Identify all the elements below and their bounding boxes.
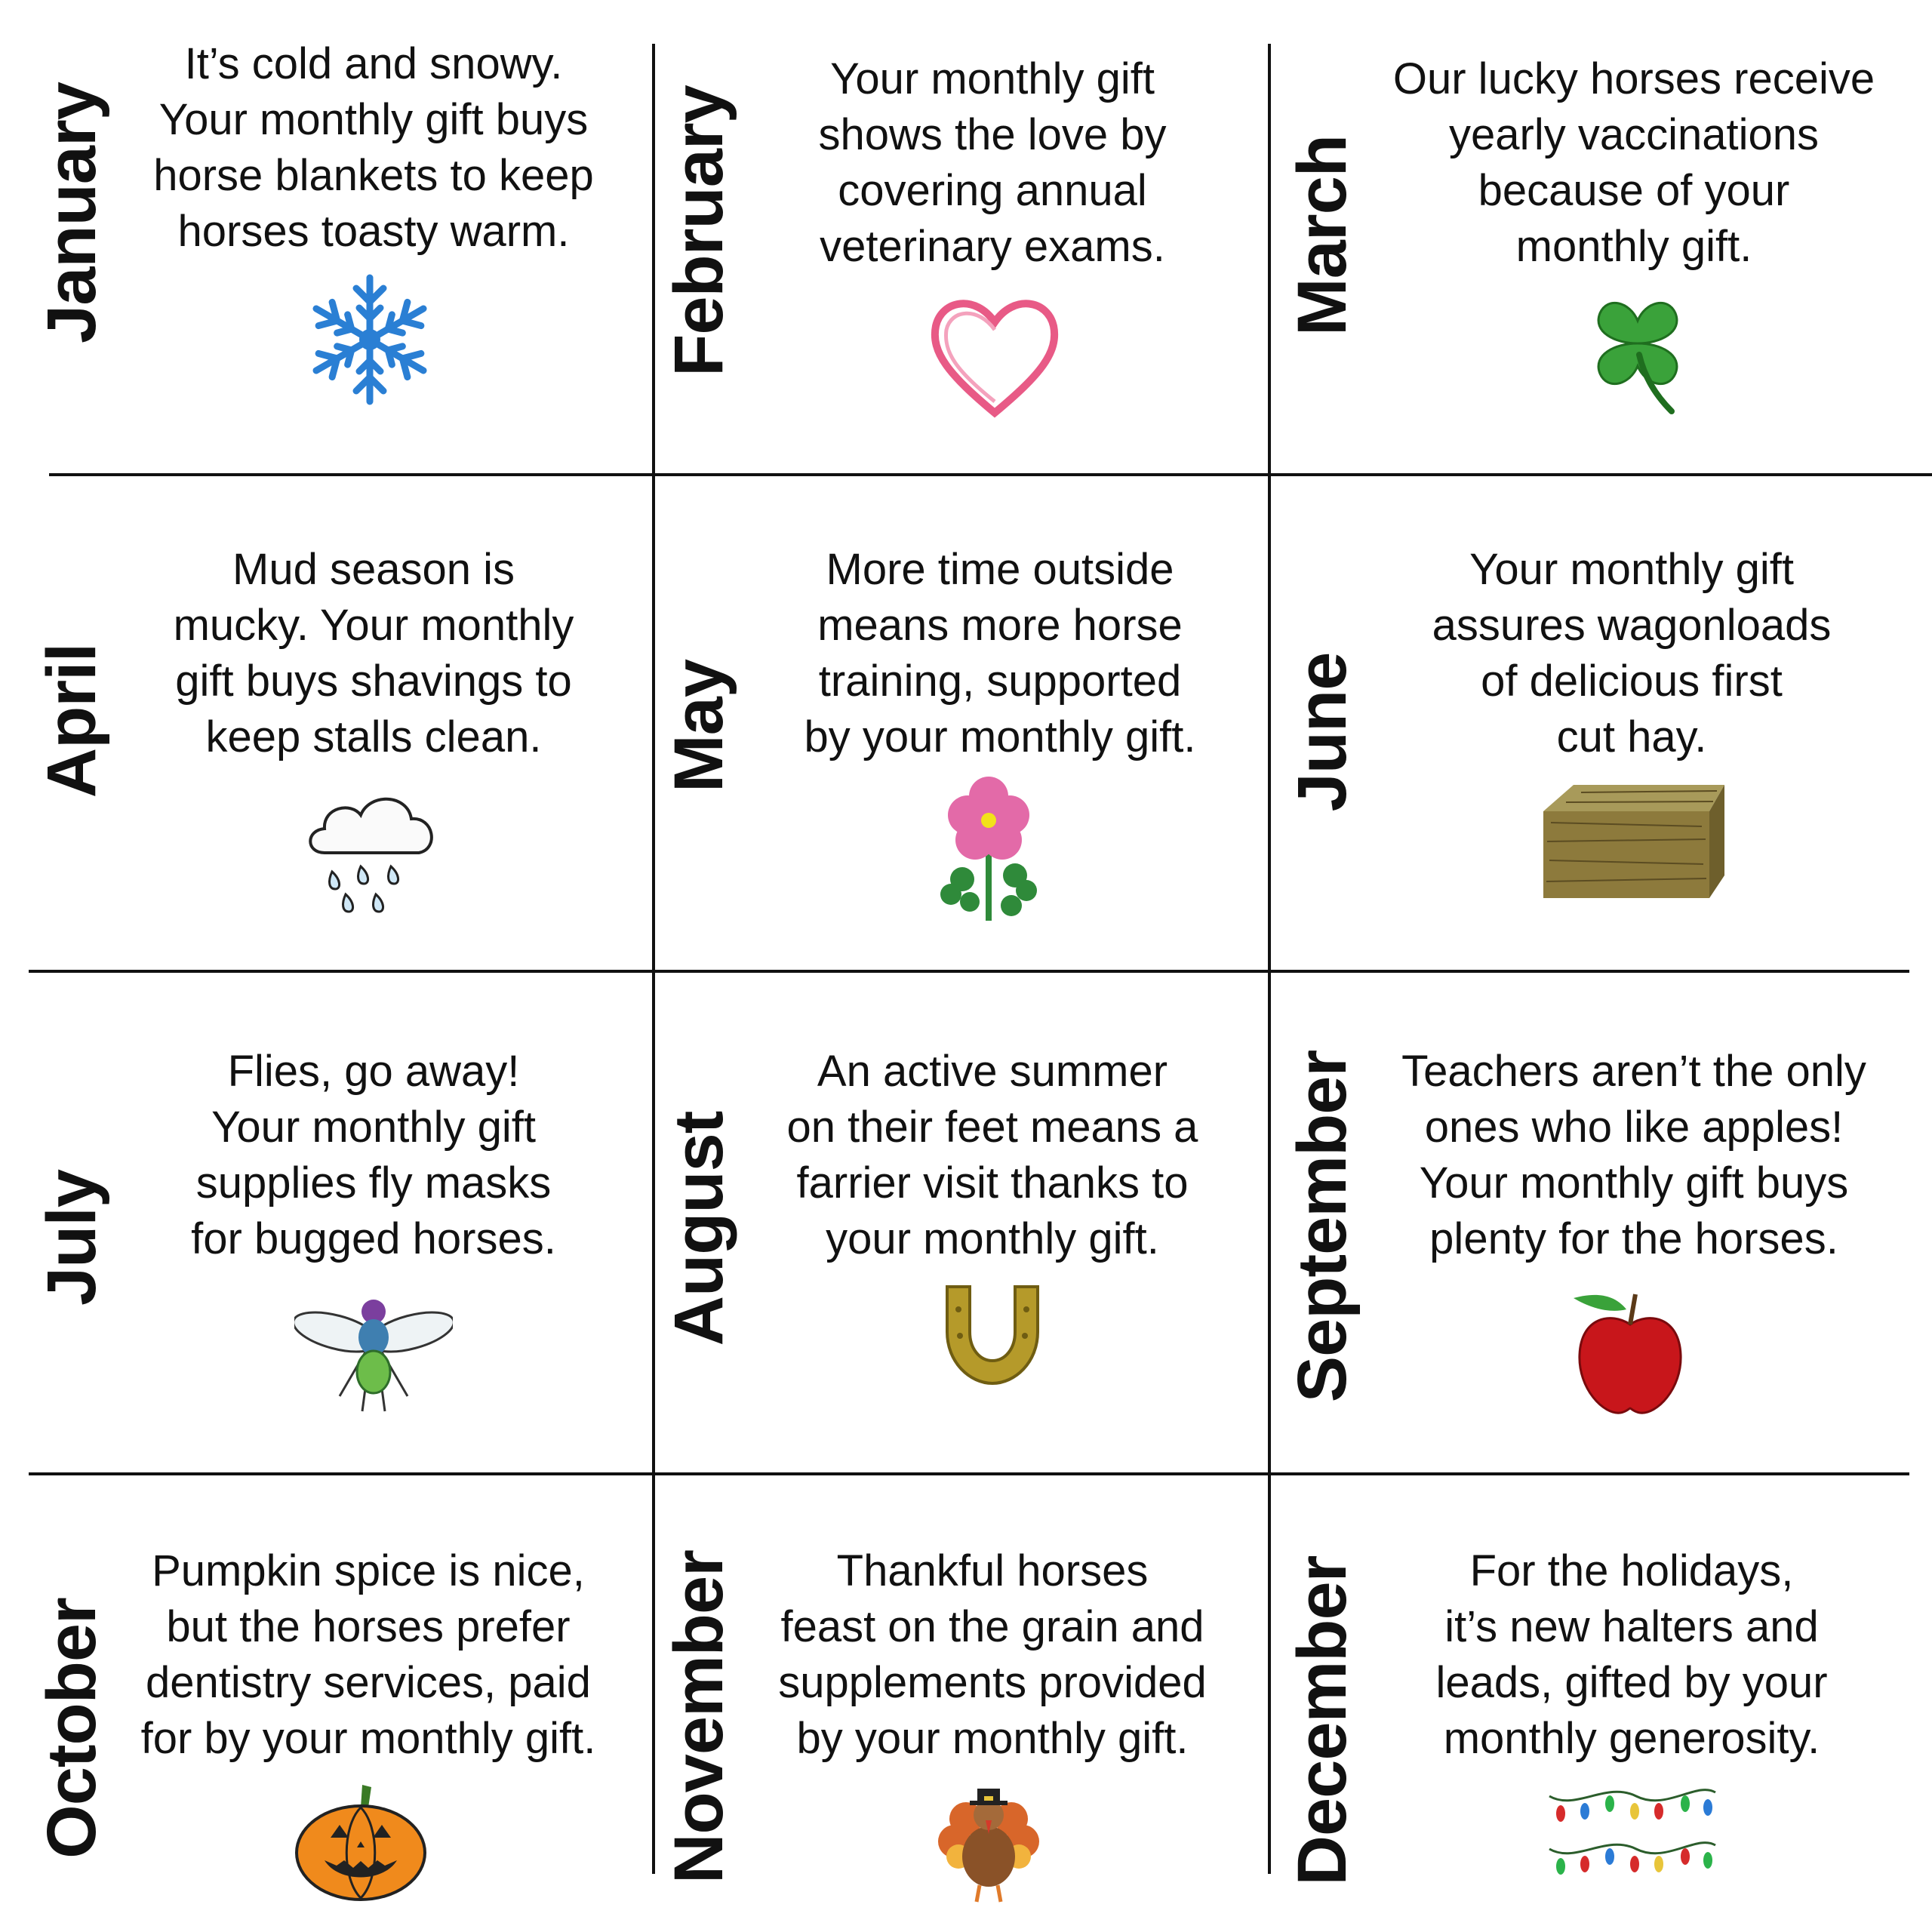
- divider-v1: [652, 44, 655, 1874]
- month-description: Your monthly gift shows the love by covering annual veterinary exams.: [818, 54, 1167, 271]
- month-description: An active summer on their feet means a farrier visit thanks to your monthly gift.: [786, 1047, 1198, 1263]
- month-description: Mud season is mucky. Your monthly gift buys shavings to keep stalls clean.: [173, 545, 574, 761]
- heart-icon: [927, 288, 1063, 424]
- month-description: Teachers aren’t the only ones who like apples! Your monthly gift buys plenty for the horses.: [1401, 1047, 1866, 1263]
- month-label: May: [660, 660, 737, 792]
- month-label: February: [660, 85, 737, 377]
- month-label: March: [1284, 135, 1361, 336]
- month-description: For the holidays, it’s new halters and leads, gifted by your monthly generosity.: [1435, 1546, 1828, 1763]
- divider-h1: [49, 473, 1932, 476]
- fly-icon: [294, 1283, 453, 1419]
- month-label: August: [660, 1111, 737, 1346]
- month-label: April: [33, 643, 110, 798]
- horseshoe-icon: [936, 1279, 1049, 1389]
- month-description: Pumpkin spice is nice, but the horses prefer dentistry services, paid for by your monthly gift.: [140, 1546, 596, 1763]
- month-description: It’s cold and snowy. Your monthly gift buys horse blankets to keep horses toasty warm.: [153, 39, 594, 256]
- month-description: Thankful horses feast on the grain and supplements provided by your monthly gift.: [778, 1546, 1207, 1763]
- month-label: December: [1284, 1555, 1361, 1886]
- snowflake-icon: [306, 272, 434, 408]
- month-description: Your monthly gift assures wagonloads of delicious first cut hay.: [1432, 545, 1832, 761]
- divider-h3: [29, 1472, 1909, 1475]
- month-label: October: [33, 1598, 110, 1859]
- four-leaf-clover-icon: [1577, 287, 1698, 415]
- divider-v2: [1268, 44, 1271, 1874]
- holiday-lights-icon: [1546, 1777, 1719, 1890]
- month-description: Our lucky horses receive yearly vaccinations because of your monthly gift.: [1392, 54, 1875, 271]
- month-label: July: [33, 1169, 110, 1306]
- turkey-icon: [936, 1774, 1041, 1906]
- flower-icon: [928, 774, 1049, 924]
- month-description: More time outside means more horse training, supported by your monthly gift.: [804, 545, 1196, 761]
- hay-bale-icon: [1536, 777, 1732, 906]
- month-description: Flies, go away! Your monthly gift supplies fly masks for bugged horses.: [191, 1047, 556, 1263]
- month-label: June: [1284, 652, 1361, 812]
- month-label: January: [33, 82, 110, 343]
- divider-h2: [29, 970, 1909, 973]
- apple-icon: [1566, 1283, 1694, 1419]
- month-label: September: [1284, 1050, 1361, 1403]
- rain-cloud-icon: [302, 785, 445, 921]
- month-label: November: [660, 1550, 737, 1884]
- pumpkin-icon: [293, 1781, 429, 1902]
